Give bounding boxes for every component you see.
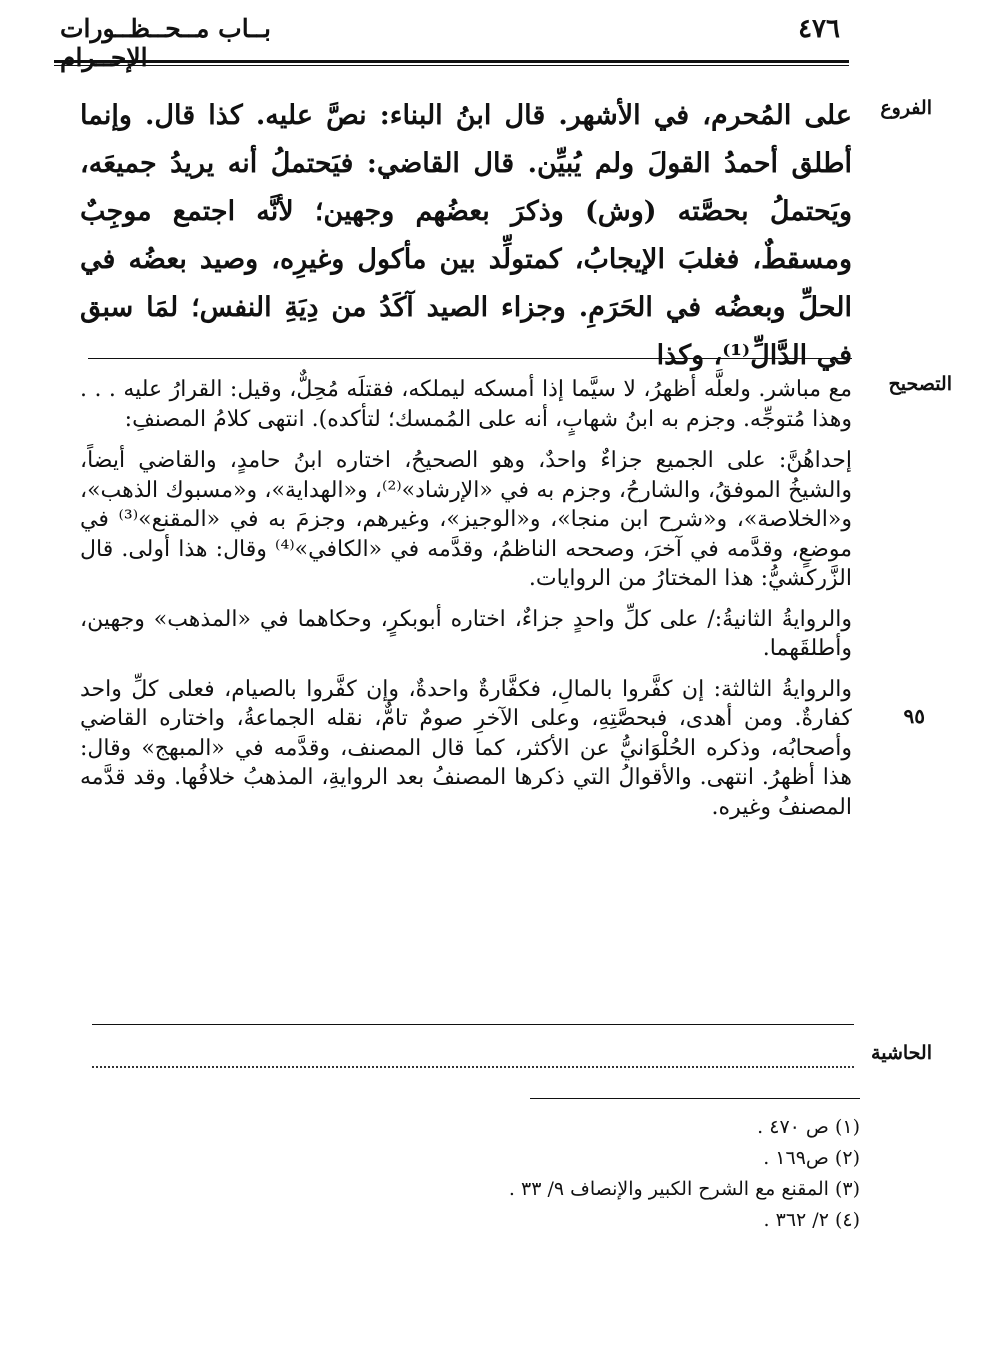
furu-text: على المُحرم، في الأشهر. قال ابنُ البناء: نصَّ عليه. كذا قال. وإنما أطلق أحمدُ القولَ ولم يُبيِّن. قال القاضي: فيَحتملُ أنه يريدُ جميعَه، ويَحتملُ بحصَّته (وش) وذكرَ بعضُهم وجهين؛ لأنَّه اجتمع موجِبٌ ومسقطٌ، فغلبَ الإيجابُ، كمتولِّد بين مأكول وغيرِه، وصيد بعضُه في الحلِّ وبعضُه في الحَرَمِ. وجزاء الصيد آكَدُ من دِيَةِ النفس؛ لمَا سبق في الدَّالِّ⁽¹⁾، وكذا xyxy=(80,100,852,371)
footnotes xyxy=(420,1112,860,1236)
footnote-item: (٤) ٢/ ٣٦٢ . xyxy=(763,1209,860,1231)
header-rule-thick xyxy=(54,60,849,63)
page-number: ٤٧٦ xyxy=(798,14,840,44)
tashih-paragraph: والروايةُ الثانيةُ:/ على كلِّ واحدٍ جزاءٌ، اختاره أبوبكرٍ، وحكاهما في «المذهب» وجهين، وأطلقَهما. xyxy=(80,606,852,661)
manuscript-page-marker: ٩٥ xyxy=(903,704,925,728)
section-divider xyxy=(88,358,852,359)
footnote-item: (٣) المقنع مع الشرح الكبير والإنصاف ٩/ ٣٣ . xyxy=(508,1178,860,1200)
tashih-text xyxy=(80,375,852,833)
hashiya-dotted-line xyxy=(92,1066,854,1068)
chapter-title: بــاب مــحــظــورات الإحــرام xyxy=(60,14,271,72)
tashih-paragraph: مع مباشر. ولعلَّه أظهرُ، لا سيَّما إذا أمسكه ليملكه، فقتلَه مُحِلٌّ، وقيل: القرارُ عليه . . . وهذا مُتوجِّه. وجزم به ابنُ شهابٍ، أنه على المُمسك؛ لتأكده). انتهى كلامُ المصنفِ: xyxy=(80,377,852,432)
section-divider xyxy=(92,1024,854,1025)
footnote-item: (١) ص ٤٧٠ . xyxy=(757,1116,860,1138)
section-label-hashiya: الحاشية xyxy=(871,1042,932,1064)
tashih-paragraph: والروايةُ الثالثة: إن كفَّروا بالمالِ، فكفَّارةٌ واحدةٌ، وإن كفَّروا بالصيام، فعلى كلِّ واحد كفارةٌ. ومن أهدى، فبحصَّتِهِ، وعلى الآخرِ صومٌ تامٌّ، نقله الجماعةُ، واختاره القاضي وأصحابُه، وذكره الحُلْوَانيُّ عن الأكثر، كما قال المصنف، وقدَّمه في «المبهج» وقال: هذا أظهرُ. انتهى. والأقوالُ التي ذكرها المصنفُ بعد الروايةِ، المذهبُ خلافُها. وقد قدَّمه المصنفُ وغيره. xyxy=(80,676,852,820)
section-label-furu: الفروع xyxy=(880,97,932,119)
footnote-item: (٢) ص١٦٩ . xyxy=(763,1147,860,1169)
section-label-tashih: التصحيح xyxy=(888,373,952,395)
footnote-rule xyxy=(530,1098,860,1099)
header-rule-thin xyxy=(54,65,849,66)
tashih-paragraph: إحداهُنَّ: على الجميع جزاءٌ واحدٌ، وهو الصحيحُ، اختاره ابنُ حامدٍ، والقاضي أيضاً، والشيخُ الموفقُ، والشارحُ، وجزم به في «الإرشاد»⁽²⁾، و«الهداية»، و«مسبوك الذهب»، و«الخلاصة»، و«شرح ابن منجا»، و«الوجيز»، وغيرهم، وجزمَ به في «المقنع»⁽³⁾ في موضعٍ، وقدَّمه في آخرَ، وصححه الناظمُ، وقدَّمه في «الكافي»⁽⁴⁾ وقال: هذا أولى. قال الزَّركشيُّ: هذا المختارُ من الروايات. xyxy=(80,448,853,591)
